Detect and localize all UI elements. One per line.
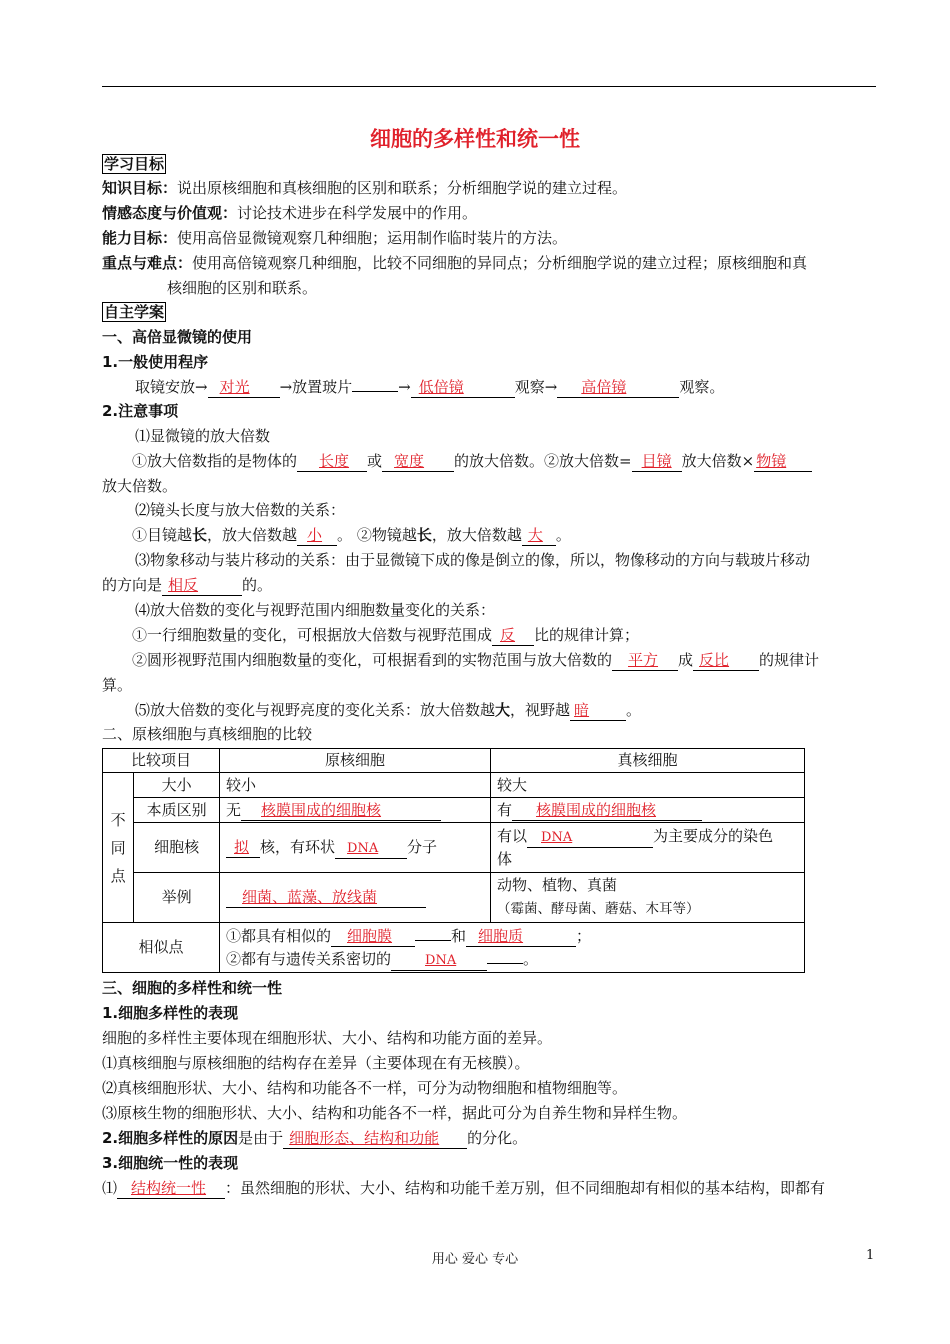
note4b-cont: 算。 <box>102 676 133 694</box>
part3-sub3-item1: ⑴ 结构统一性 ：虽然细胞的形状、大小、结构和功能千差万别，但不同细胞却有相似的基本结构，即都有 <box>102 1179 826 1197</box>
table-header-row <box>103 749 805 773</box>
section-self-study: 自主学案 <box>104 303 165 321</box>
table-header-prokaryote: 原核细胞 <box>220 749 491 773</box>
page-title: 细胞的多样性和统一性 <box>370 127 580 151</box>
table-cell: 有以 DNA 为主要成分的染色 体 <box>491 823 805 873</box>
part1-heading: 一、高倍显微镜的使用 <box>102 328 253 346</box>
table-cell: ①都具有相似的 细胞膜 和 细胞质 ； ②都有与遗传关系密切的 DNA 。 <box>220 923 805 973</box>
comparison-table <box>102 748 805 973</box>
table-cell: 较大 <box>491 773 805 798</box>
part3-sub1-heading: 1.细胞多样性的表现 <box>102 1004 239 1022</box>
note5: ⑸放大倍数的变化与视野亮度的变化关系：放大倍数越大，视野越 暗 。 <box>135 701 642 719</box>
note4b: ②圆形视野范围内细胞数量的变化，可根据看到的实物范围与放大倍数的 平方 成 反比 的规律计 <box>132 651 820 669</box>
table-cell: 无 核膜围成的细胞核 <box>220 798 491 823</box>
table-row <box>103 923 805 973</box>
objective-knowledge: 知识目标：说出原核细胞和真核细胞的区别和联系；分析细胞学说的建立过程。 <box>102 179 628 197</box>
list-item: ⑵真核细胞形状、大小、结构和功能各不一样，可分为动物细胞和植物细胞等。 <box>102 1079 628 1097</box>
table-row <box>103 798 805 823</box>
note1a-cont: 放大倍数。 <box>102 477 178 495</box>
part3-heading: 三、细胞的多样性和统一性 <box>102 979 283 997</box>
part3-sub2: 2.细胞多样性的原因是由于 细胞形态、结构和功能 的分化。 <box>102 1129 528 1147</box>
table-row <box>103 773 805 798</box>
table-row-label: 举例 <box>134 873 220 923</box>
page-footer: 用心 爱心 专心 <box>431 1252 519 1267</box>
note3: ⑶物象移动与装片移动的关系：由于显微镜下成的像是倒立的像，所以，物像移动的方向与载玻片移动 <box>135 551 811 569</box>
table-header-eukaryote: 真核细胞 <box>491 749 805 773</box>
table-cell: 较小 <box>220 773 491 798</box>
note2: ⑵镜头长度与放大倍数的关系： <box>135 501 346 519</box>
note4a: ①一行细胞数量的变化，可根据放大倍数与视野范围成 反 比的规律计算； <box>132 626 640 644</box>
table-cell: 细菌、蓝藻、放线菌 <box>220 873 491 923</box>
part1-sub1-heading: 1.一般使用程序 <box>102 353 209 371</box>
objective-attitude: 情感态度与价值观：讨论技术进步在科学发展中的作用。 <box>102 204 478 222</box>
note2a: ①目镜越长，放大倍数越 小 。 ②物镜越长，放大倍数越 大 。 <box>132 526 571 544</box>
table-cell: 有 核膜围成的细胞核 <box>491 798 805 823</box>
table-cell: 拟 核，有环状 DNA 分子 <box>220 823 491 873</box>
table-row-label: 本质区别 <box>134 798 220 823</box>
table-header-item: 比较项目 <box>103 749 220 773</box>
table-row-label: 大小 <box>134 773 220 798</box>
part3-sub1-text: 细胞的多样性主要体现在细胞形状、大小、结构和功能方面的差异。 <box>102 1029 553 1047</box>
table-row <box>103 873 805 923</box>
section-learning-goals: 学习目标 <box>104 155 165 173</box>
objective-key-points: 重点与难点：使用高倍镜观察几种细胞，比较不同细胞的异同点；分析细胞学说的建立过程；原核细胞和真 <box>102 254 808 272</box>
procedure-line: 取镜安放→ 对光 →放置玻片 → 低倍镜 观察→ 高倍镜 观察。 <box>135 378 725 396</box>
header-rule <box>102 86 876 87</box>
note3-cont: 的方向是 相反 的。 <box>102 576 273 594</box>
table-diff-label: 不同点 <box>103 773 134 923</box>
table-row-label: 细胞核 <box>134 823 220 873</box>
note1a: ①放大倍数指的是物体的 长度 或 宽度 的放大倍数。②放大倍数= 目镜 放大倍数× 物镜 <box>102 449 906 474</box>
table-row <box>103 823 805 873</box>
list-item: ⑴真核细胞与原核细胞的结构存在差异（主要体现在有无核膜）。 <box>102 1054 530 1072</box>
objective-ability: 能力目标：使用高倍显微镜观察几种细胞；运用制作临时装片的方法。 <box>102 229 568 247</box>
part1-sub2-heading: 2.注意事项 <box>102 402 179 420</box>
note4: ⑷放大倍数的变化与视野范围内细胞数量变化的关系： <box>135 601 496 619</box>
note1: ⑴显微镜的放大倍数 <box>135 427 271 445</box>
table-cell: 动物、植物、真菌 （霉菌、酵母菌、蘑菇、木耳等） <box>491 873 805 923</box>
table-sim-label: 相似点 <box>103 923 220 973</box>
part3-sub3-heading: 3.细胞统一性的表现 <box>102 1154 239 1172</box>
list-item: ⑶原核生物的细胞形状、大小、结构和功能各不一样，据此可分为自养生物和异样生物。 <box>102 1104 688 1122</box>
page-number: 1 <box>866 1248 875 1263</box>
objective-key-points-cont: 核细胞的区别和联系。 <box>167 279 318 297</box>
part2-heading: 二、原核细胞与真核细胞的比较 <box>102 725 313 743</box>
